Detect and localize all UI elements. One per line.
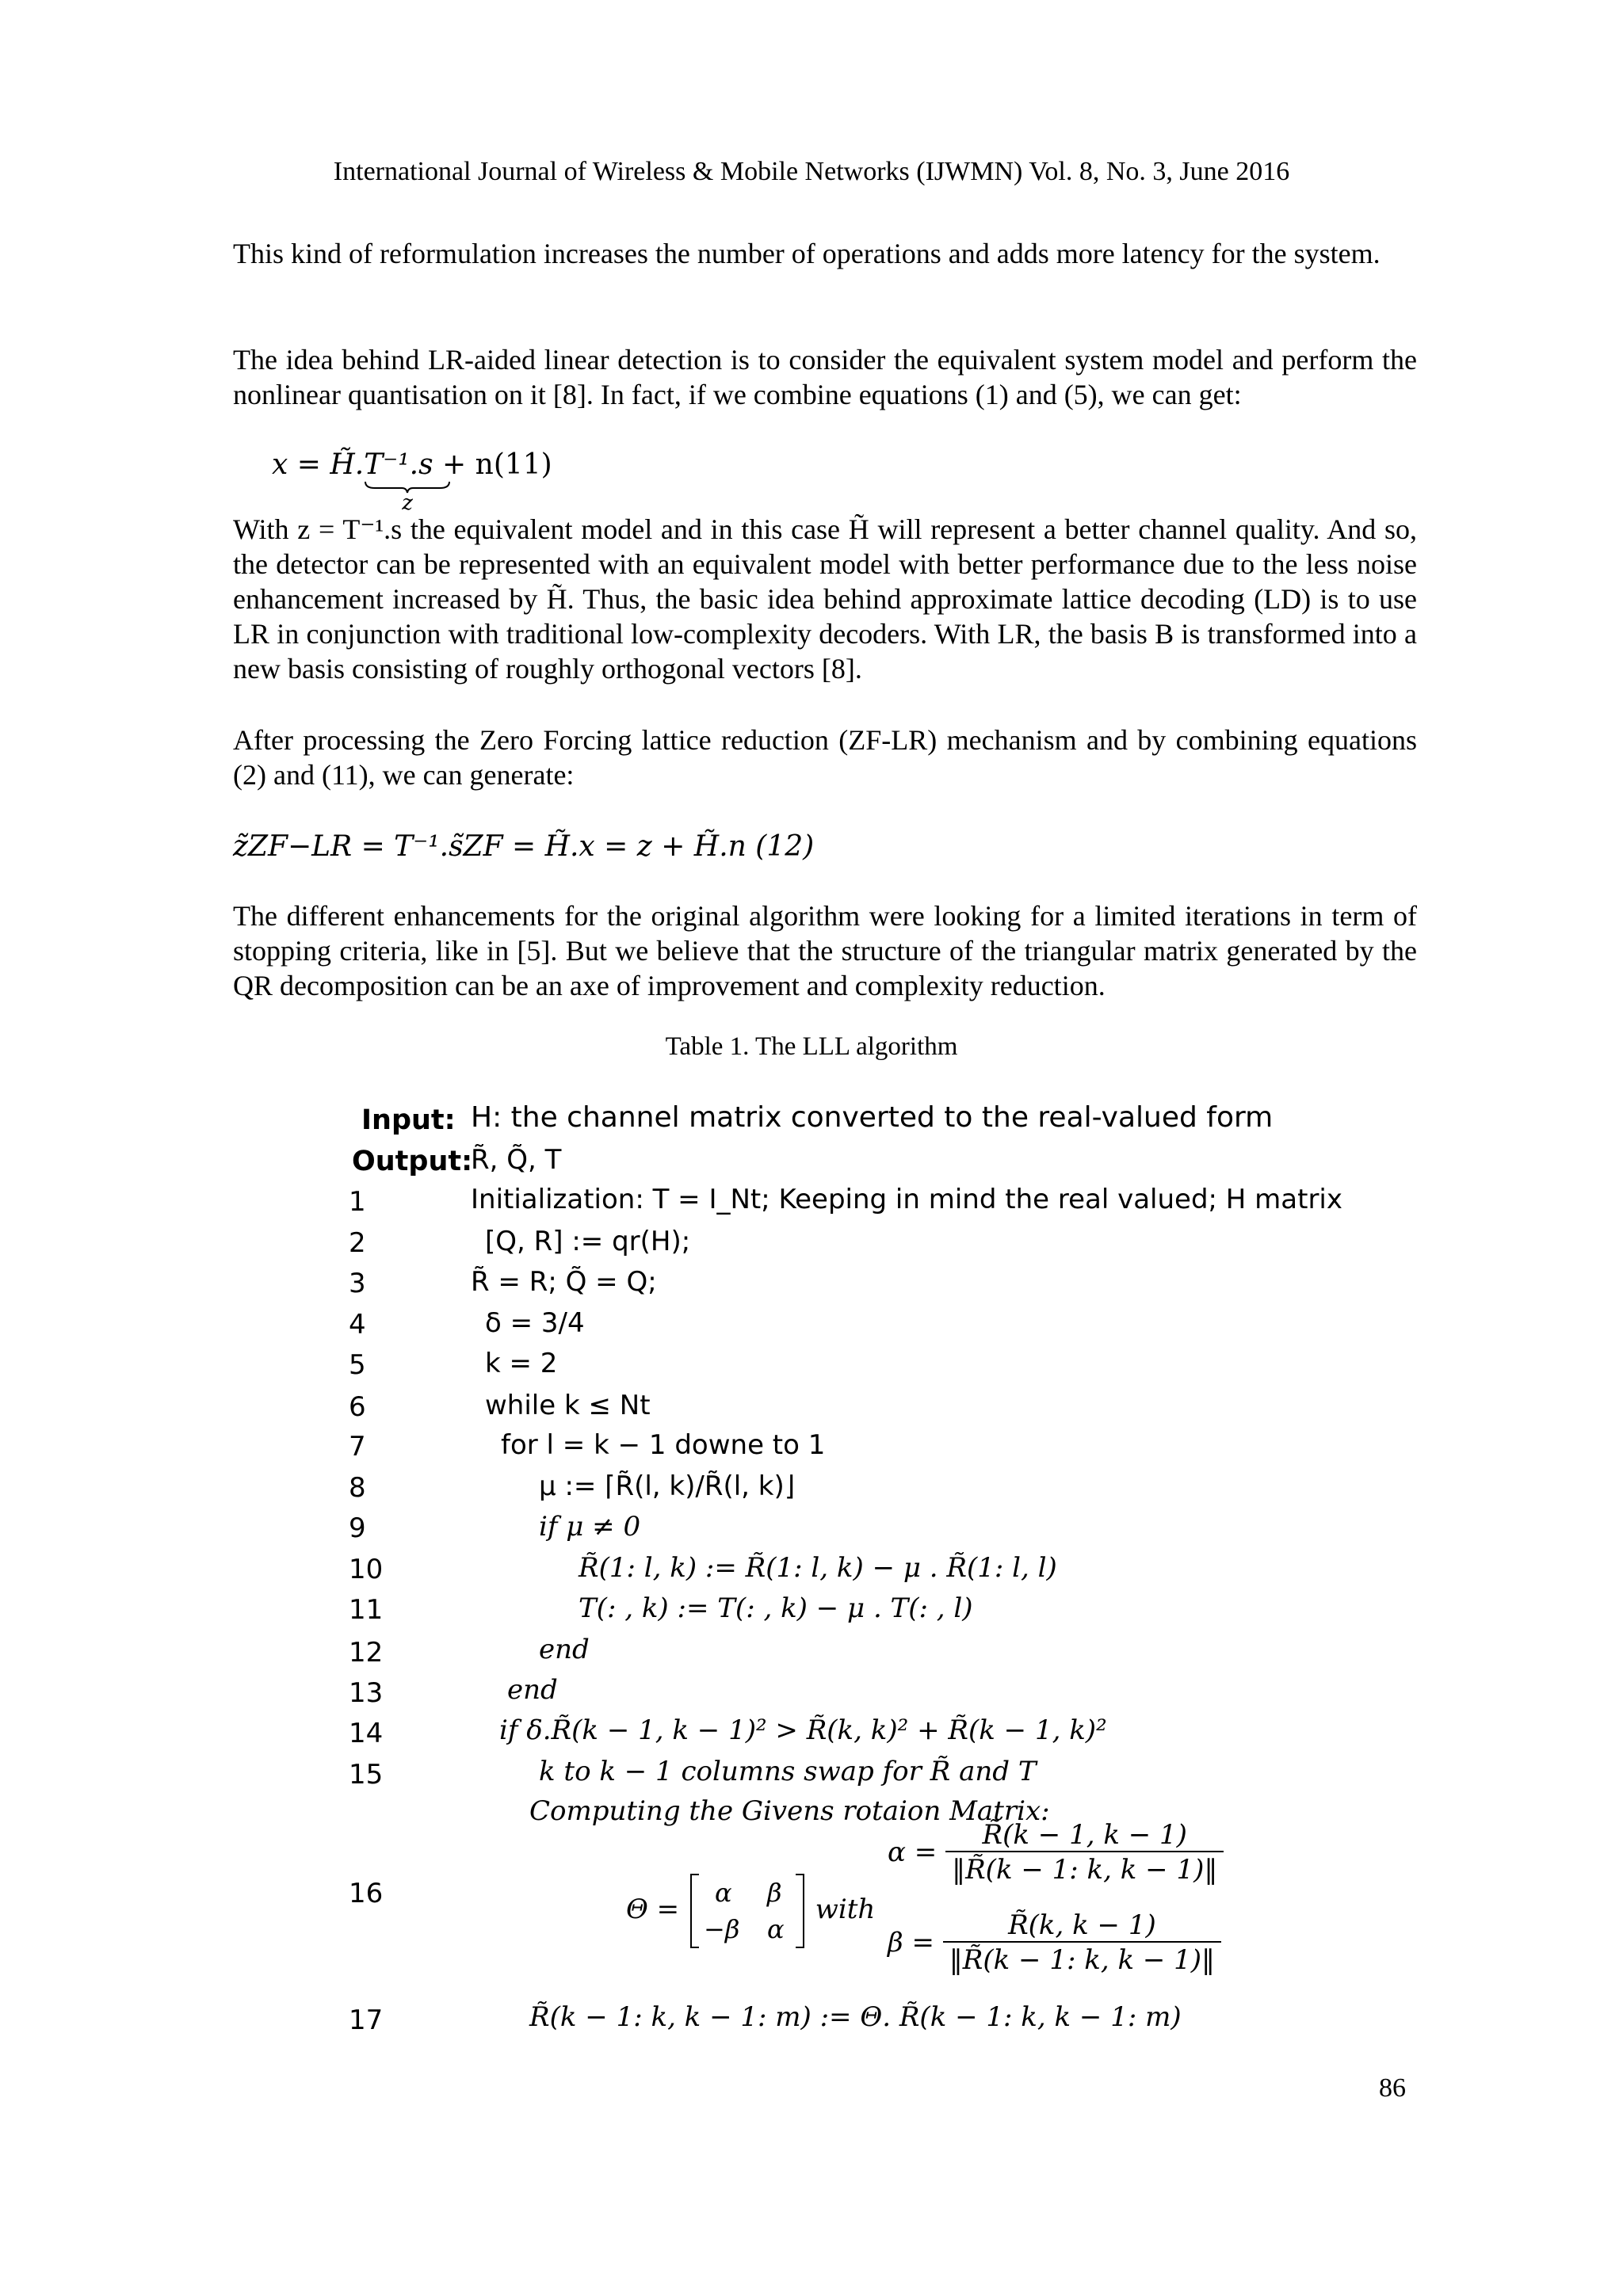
input-text: H: the channel matrix converted to the real-valued form bbox=[471, 1101, 1274, 1134]
beta-denominator: ‖R̃(k − 1: k, k − 1)‖ bbox=[943, 1941, 1221, 1976]
output-label: Output: bbox=[352, 1146, 473, 1177]
line-number: 2 bbox=[349, 1227, 366, 1259]
algo-line-4: δ = 3/4 bbox=[485, 1307, 585, 1339]
paragraph-3: With z = T⁻¹.s the equivalent model and in this case H̃ will represent a better channel quality. And so, the detector can be represented with an equivalent model with better performance due to the less noise enhancement increased by H̃. Thus, the basic idea behind approximate lattice decoding (LD) is to use LR in conjunction with traditional low-complexity decoders. With LR, the basis B is transformed into a new basis consisting of roughly orthogonal vectors [8]. bbox=[233, 513, 1417, 685]
algo-line-3: R̃ = R; Q̃ = Q; bbox=[471, 1266, 657, 1298]
svg-text:α: α bbox=[766, 1914, 785, 1944]
table-caption: Table 1. The LLL algorithm bbox=[665, 1032, 958, 1061]
alpha-definition bbox=[888, 1819, 1224, 1886]
line-number: 4 bbox=[349, 1309, 366, 1341]
with-word: with bbox=[815, 1894, 876, 1925]
paragraph-1: This kind of reformulation increases the number of operations and adds more latency for the system. bbox=[233, 238, 1381, 269]
algo-line-9: if μ ≠ 0 bbox=[539, 1511, 641, 1543]
line-number: 9 bbox=[349, 1512, 366, 1544]
algo-line-7: for l = k − 1 downe to 1 bbox=[501, 1429, 826, 1461]
line-number: 5 bbox=[349, 1349, 366, 1381]
line-number: 14 bbox=[349, 1718, 384, 1749]
paragraph-4: After processing the Zero Forcing lattice reduction (ZF-LR) mechanism and by combining equations (2) and (11), we can generate: bbox=[233, 724, 1417, 791]
equation-11-braced: T⁻¹.s bbox=[364, 448, 433, 481]
line-number: 1 bbox=[349, 1186, 366, 1218]
beta-fraction bbox=[943, 1909, 1221, 1976]
beta-definition bbox=[888, 1909, 1221, 1976]
alpha-numerator: R̃(k − 1, k − 1) bbox=[982, 1819, 1187, 1851]
algo-line-13: end bbox=[507, 1674, 558, 1706]
line-number: 6 bbox=[349, 1391, 366, 1423]
line-number: 15 bbox=[349, 1759, 384, 1791]
algo-line-1: Initialization: T = I_Nt; Keeping in mind the real valued; H matrix bbox=[471, 1184, 1343, 1215]
line-number: 10 bbox=[349, 1554, 384, 1585]
line-number: 8 bbox=[349, 1472, 366, 1504]
algo-line-8: μ := ⌈R̃(l, k)/R̃(l, k)⌋ bbox=[539, 1470, 795, 1502]
algo-line-10: R̃(1: l, k) := R̃(1: l, k) − μ . R̃(1: l, l) bbox=[579, 1552, 1057, 1584]
line-number: 3 bbox=[349, 1268, 366, 1299]
page-number: 86 bbox=[1379, 2073, 1406, 2103]
line-number: 12 bbox=[349, 1637, 384, 1669]
algo-line-14: if δ.R̃(k − 1, k − 1)² > R̃(k, k)² + R̃(k − 1, k)² bbox=[499, 1714, 1107, 1746]
line-number: 13 bbox=[349, 1677, 384, 1709]
svg-text:α: α bbox=[714, 1878, 732, 1908]
algo-line-givens-title: Computing the Givens rotaion Matrix: bbox=[529, 1795, 1050, 1827]
equation-11-underlabel: z bbox=[402, 491, 413, 515]
alpha-symbol: α = bbox=[888, 1836, 938, 1868]
algo-line-11: T(: , k) := T(: , k) − μ . T(: , l) bbox=[579, 1592, 973, 1624]
equation-11-rhs: + n(11) bbox=[433, 448, 552, 481]
beta-numerator: R̃(k, k − 1) bbox=[1008, 1909, 1156, 1941]
algo-line-5: k = 2 bbox=[485, 1348, 558, 1379]
algo-line-2: [Q, R] := qr(H); bbox=[485, 1226, 691, 1257]
line-number: 11 bbox=[349, 1594, 384, 1626]
rotation-matrix bbox=[688, 1871, 807, 1951]
svg-text:−β: −β bbox=[703, 1914, 740, 1944]
running-header: International Journal of Wireless & Mobile Networks (IJWMN) Vol. 8, No. 3, June 2016 bbox=[333, 157, 1290, 186]
algo-line-17: R̃(k − 1: k, k − 1: m) := Θ. R̃(k − 1: k, k − 1: m) bbox=[529, 2001, 1182, 2033]
theta-symbol: Θ = bbox=[626, 1894, 680, 1925]
algo-line-12: end bbox=[539, 1634, 590, 1665]
beta-symbol: β = bbox=[888, 1927, 934, 1958]
paragraph-5: The different enhancements for the original algorithm were looking for a limited iterations in term of stopping criteria, like in [5]. But we believe that the structure of the triangular matrix generated by the QR decomposition can be an axe of improvement and complexity reduction. bbox=[233, 900, 1417, 1001]
paragraph-2: The idea behind LR-aided linear detection is to consider the equivalent system model and perform the nonlinear quantisation on it [8]. In fact, if we combine equations (1) and (5), we can get: bbox=[233, 344, 1417, 410]
algo-line-6: while k ≤ Nt bbox=[485, 1390, 651, 1421]
svg-text:β: β bbox=[766, 1878, 782, 1908]
line-number: 7 bbox=[349, 1431, 366, 1463]
alpha-fraction bbox=[945, 1819, 1224, 1886]
algo-line-15: k to k − 1 columns swap for R̃ and T bbox=[539, 1756, 1037, 1787]
line-number: 17 bbox=[349, 2004, 384, 2036]
output-text: R̃, Q̃, T bbox=[471, 1144, 562, 1176]
alpha-denominator: ‖R̃(k − 1: k, k − 1)‖ bbox=[945, 1851, 1224, 1886]
input-label: Input: bbox=[361, 1104, 456, 1136]
equation-12: z̃ZF−LR = T⁻¹.s̃ZF = H̃.x = z + H̃.n (12) bbox=[233, 830, 815, 863]
line-number: 16 bbox=[349, 1878, 384, 1909]
algo-line-16-theta bbox=[626, 1871, 875, 1951]
equation-11-lhs: x = H̃. bbox=[272, 448, 365, 481]
